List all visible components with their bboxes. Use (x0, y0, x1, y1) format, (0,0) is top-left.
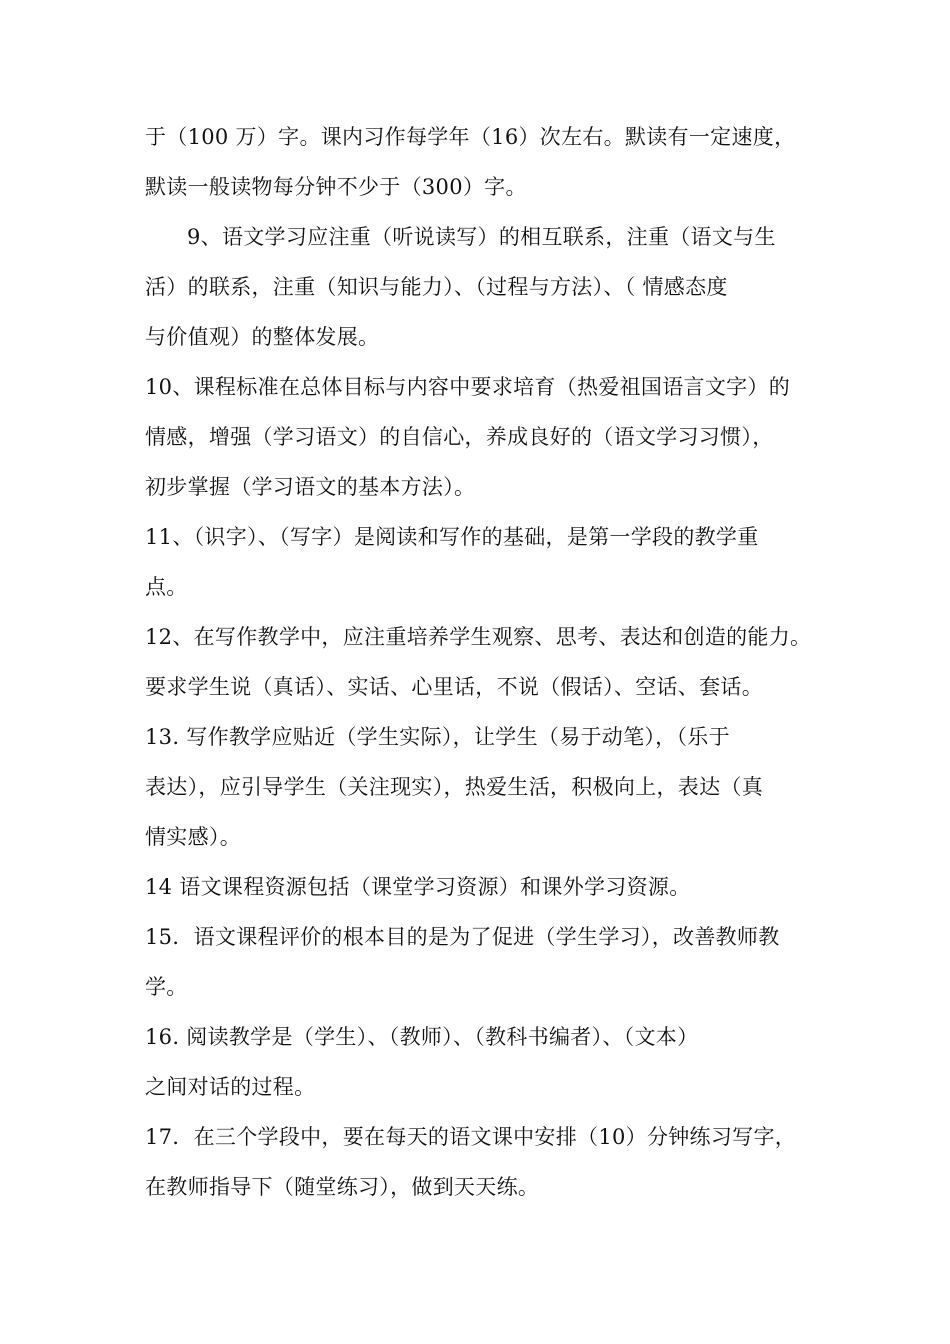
text-line: 与价值观）的整体发展。 (145, 325, 380, 349)
text-line: 10、课程标准在总体目标与内容中要求培育（热爱祖国语言文字）的 (145, 375, 791, 399)
text-line: 之间对话的过程。 (145, 1075, 316, 1099)
text-line: 情实感）。 (145, 825, 241, 849)
text-line: 点。 (145, 575, 188, 599)
text-line: 13. 写作教学应贴近（学生实际），让学生（易于动笔），（乐于 (145, 725, 730, 749)
text-line: 15．语文课程评价的根本目的是为了促进（学生学习），改善教师教 (145, 925, 780, 949)
text-line: 活）的联系，注重（知识与能力）、（过程与方法）、（ 情感态度 (145, 275, 728, 299)
text-line: 11、（识字）、（写字）是阅读和写作的基础，是第一学段的教学重 (145, 525, 759, 549)
text-line: 于（100 万）字。课内习作每学年（16）次左右。默读有一定速度， (145, 125, 796, 149)
text-line: 初步掌握（学习语文的基本方法）。 (145, 475, 476, 499)
text-line: 9、语文学习应注重（听说读写）的相互联系，注重（语文与生 (187, 225, 776, 249)
text-line: 12、在写作教学中，应注重培养学生观察、思考、表达和创造的能力。 (145, 625, 812, 649)
text-line: 情感，增强（学习语文）的自信心，养成良好的（语文学习习惯）， (145, 425, 774, 449)
text-line: 17．在三个学段中，要在每天的语文课中安排（10）分钟练习写字， (145, 1125, 797, 1149)
text-line: 16. 阅读教学是（学生）、（教师）、（教科书编者）、（文本） (145, 1025, 699, 1049)
text-line: 表达），应引导学生（关注现实），热爱生活，积极向上，表达（真 (145, 775, 763, 799)
text-line: 默读一般读物每分钟不少于（300）字。 (145, 175, 527, 199)
text-line: 14 语文课程资源包括（课堂学习资源）和课外学习资源。 (145, 875, 691, 899)
text-line: 要求学生说（真话）、实话、心里话，不说（假话）、空话、套话。 (145, 675, 763, 699)
text-line: 在教师指导下（随堂练习），做到天天练。 (145, 1175, 540, 1199)
text-line: 学。 (145, 975, 188, 999)
